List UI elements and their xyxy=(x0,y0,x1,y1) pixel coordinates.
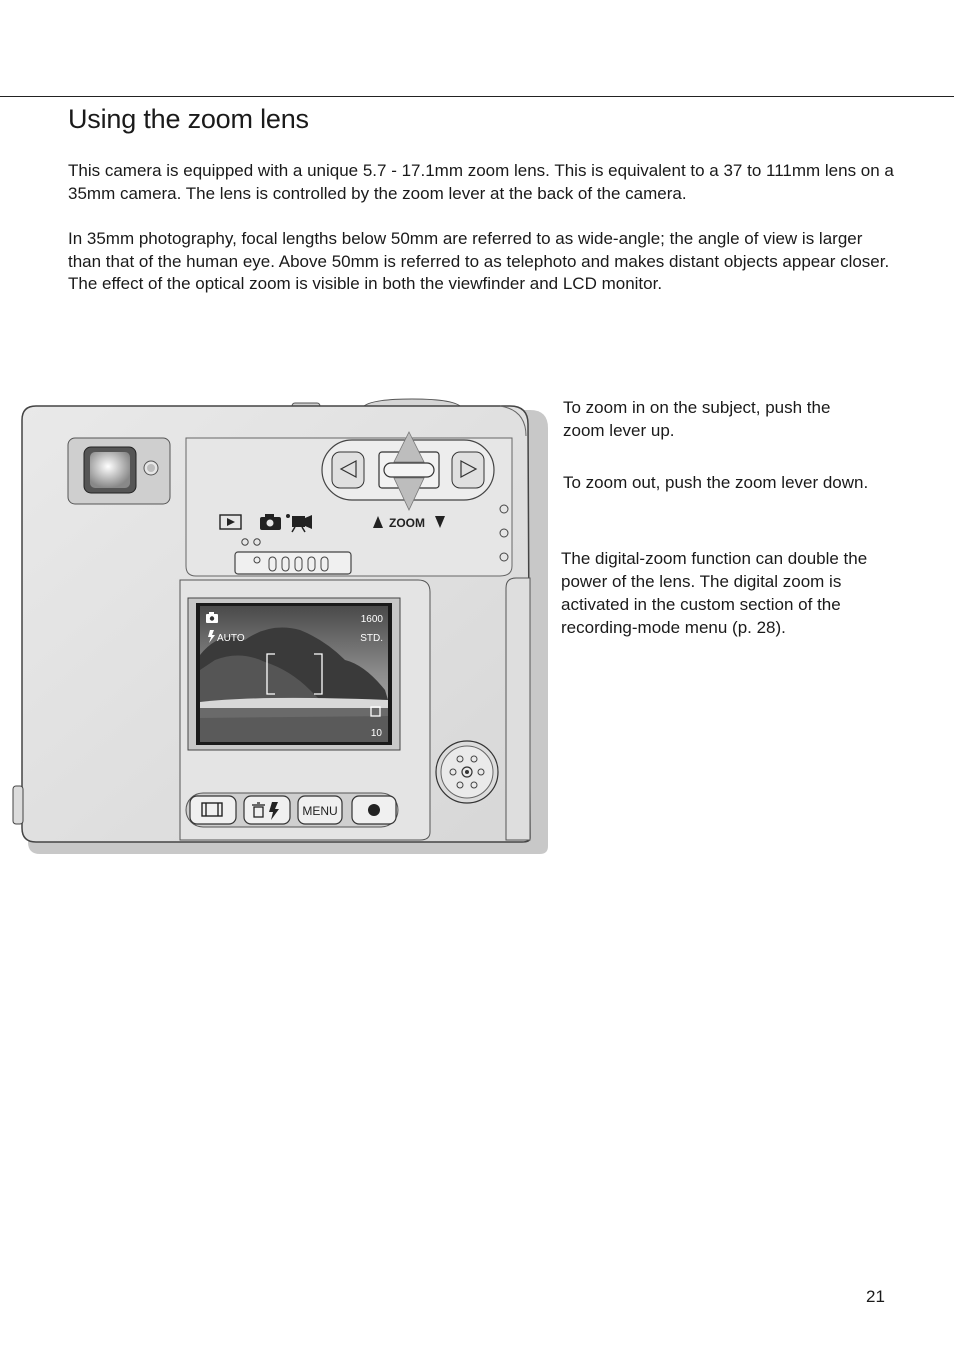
right-arrow-icon xyxy=(452,452,484,488)
page-title: Using the zoom lens xyxy=(68,104,309,134)
intro-paragraph-1: This camera is equipped with a unique 5.7 - 17.1mm zoom lens. This is equivalent to a 37 to 111mm lens on a 35mm camera. The lens is controlled by the zoom lever at the back of the camera. xyxy=(68,161,894,203)
page-number: 21 xyxy=(866,1287,885,1306)
display-button[interactable] xyxy=(190,796,236,824)
lcd-quality: STD. xyxy=(360,633,383,644)
header-rule xyxy=(0,96,954,97)
record-icon xyxy=(368,804,380,816)
camera-back-illustration xyxy=(0,395,560,865)
delete-flash-button[interactable] xyxy=(244,796,290,824)
intro-paragraph-2: In 35mm photography, focal lengths below 50mm are referred to as wide-angle; the angle of view is larger than that of the human eye. Above 50mm is referred to as telephoto and makes distant objects appear closer. The effect of the optical zoom is visible in both the viewfinder and LCD monitor. xyxy=(68,229,890,293)
digital-zoom-note: The digital-zoom function can double the power of the lens. The digital zoom is activated in the custom section of the recording-mode menu (p. 28). xyxy=(561,549,868,637)
menu-button-label: MENU xyxy=(302,804,338,818)
lcd-frames-remaining: 10 xyxy=(370,728,382,739)
zoom-in-note: To zoom in on the subject, push the zoom lever up. xyxy=(563,398,831,440)
lcd-resolution: 1600 xyxy=(360,614,383,625)
left-arrow-icon xyxy=(332,452,364,488)
zoom-label: ZOOM xyxy=(389,516,425,530)
lcd-screen xyxy=(200,606,388,742)
controller-icon xyxy=(436,741,498,803)
zoom-out-note: To zoom out, push the zoom lever down. xyxy=(563,473,869,492)
lcd-flash-mode: AUTO xyxy=(217,633,245,644)
